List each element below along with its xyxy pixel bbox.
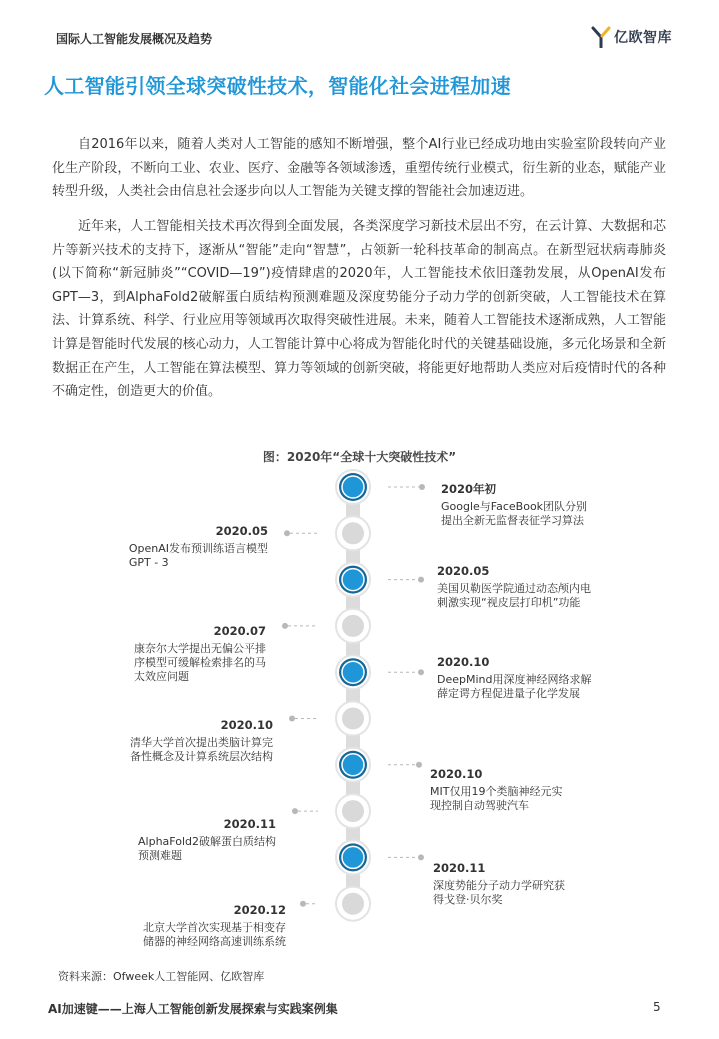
timeline-node-ring [336,563,370,597]
header-title: 国际人工智能发展概况及趋势 [56,32,213,46]
connector-dot [418,669,424,675]
timeline-node-highlight [342,569,364,591]
brand-name: 亿欧智库 [614,30,672,46]
timeline-event [437,564,591,610]
timeline-node-outer [339,843,367,871]
connector-dot [419,484,425,490]
event-date: 2020.10 [430,767,483,781]
timeline-node-outer [339,566,367,594]
timeline-node-ring [336,794,370,828]
brand-logo-icon [591,26,611,48]
figure-title: 图：2020年“全球十大突破性技术” [262,450,457,464]
event-date: 2020.11 [223,817,276,831]
timeline-node [341,799,365,823]
timeline-node [341,521,365,545]
event-description: 深度势能分子动力学研究获 得戈登·贝尔奖 [433,879,565,906]
timeline-node-highlight [342,661,364,683]
timeline-event [441,482,587,528]
connector-dot [292,808,298,814]
timeline-node-ring [336,655,370,689]
timeline-event [138,817,276,863]
connector-dot [418,854,424,860]
page-heading: 人工智能引领全球突破性技术，智能化社会进程加速 [44,74,511,98]
event-description: 北京大学首次实现基于相变存 储器的神经网络高速训练系统 [143,921,286,948]
timeline-node-outer [339,751,367,779]
timeline-event [134,624,266,684]
event-date: 2020.11 [433,861,486,875]
timeline-node-highlight [342,754,364,776]
event-description: 康奈尔大学提出无偏公平排 序模型可缓解检索排名的马 太效应问题 [134,642,266,683]
page-number: 5 [653,1000,661,1014]
event-description: DeepMind用深度神经网络求解 薛定谔方程促进量子化学发展 [437,673,592,700]
timeline-node-ring [336,470,370,504]
timeline-node-ring [336,748,370,782]
timeline-node-highlight [342,846,364,868]
event-date: 2020.05 [215,524,268,538]
event-date: 2020.10 [437,655,490,669]
event-description: Google与FaceBook团队分别 提出全新无监督表征学习算法 [441,500,588,527]
timeline-node-ring [336,609,370,643]
event-description: AlphaFold2破解蛋白质结构 预测难题 [138,835,276,862]
event-description: OpenAI发布预训练语言模型 GPT - 3 [128,542,268,569]
timeline-event [437,655,592,701]
connector-dot [282,623,288,629]
timeline-node-ring [336,702,370,736]
timeline-event [430,767,562,813]
connector-dot [284,530,290,536]
paragraph-2: 近年来，人工智能相关技术再次得到全面发展，各类深度学习新技术层出不穷，在云计算、大数据和芯片等新兴技术的支持下，逐渐从“智能”走向“智慧”，占领新一轮科技革命的制高点。在新型冠状病毒肺炎(以下简称“新冠肺炎”“COVID—19”)疫情肆虐的2020年，人工智能技术依旧蓬勃发展，从OpenAI发布GPT—3，到AlphaFold2破解蛋白质结构预测难题及深度势能分子动力学的创新突破，人工智能技术在算法、计算系统、科学、行业应用等领域再次取得突破性进展。未来，随着人工智能技术逐渐成熟，人工智能计算是智能时代发展的核心动力，人工智能计算中心将成为智能化时代的关键基础设施，多元化场景和全新数据正在产生，人工智能在算法模型、算力等领域的创新突破，将能更好地帮助人类应对后疫情时代的各种不确定性，创造更大的价值。 [52,219,666,400]
timeline-node-ring [336,887,370,921]
event-description: 美国贝勒医学院通过动态颅内电 刺激实现“视皮层打印机”功能 [437,582,591,609]
event-description: 清华大学首次提出类脑计算完 备性概念及计算系统层次结构 [130,736,273,763]
paragraph-1: 自2016年以来，随着人类对人工智能的感知不断增强，整个AI行业已经成功地由实验室阶段转向产业化生产阶段，不断向工业、农业、医疗、金融等各领域渗透，重塑传统行业模式，衍生新的业态，赋能产业转型升级，人类社会由信息社会逐步向以人工智能为关键支撑的智能社会加速迈进。 [52,137,666,200]
timeline-event [129,524,268,570]
event-description: MIT仅用19个类脑神经元实 现控制自动驾驶汽车 [430,785,563,812]
timeline-node-outer [339,473,367,501]
timeline-node-highlight [342,476,364,498]
source-note: 资料来源：Ofweek人工智能网、亿欧智库 [58,970,265,983]
connector-dot [416,762,422,768]
brand [591,26,672,48]
event-date: 2020.12 [233,903,286,917]
connector-dot [300,901,306,907]
timeline-node [341,614,365,638]
timeline-node-ring [336,840,370,874]
timeline-event [433,861,565,907]
event-date: 2020.07 [213,624,266,638]
footer-title: AI加速键——上海人工智能创新发展探索与实践案例集 [48,1002,338,1016]
timeline-event [130,718,273,764]
connector-dot [418,577,424,583]
timeline-node-ring [336,516,370,550]
timeline-node-outer [339,658,367,686]
event-date: 2020.05 [437,564,490,578]
event-date: 2020.10 [220,718,273,732]
timeline-event [143,903,286,949]
event-date: 2020年初 [441,482,497,496]
timeline-node [341,707,365,731]
connector-dot [289,716,295,722]
timeline-node [341,892,365,916]
